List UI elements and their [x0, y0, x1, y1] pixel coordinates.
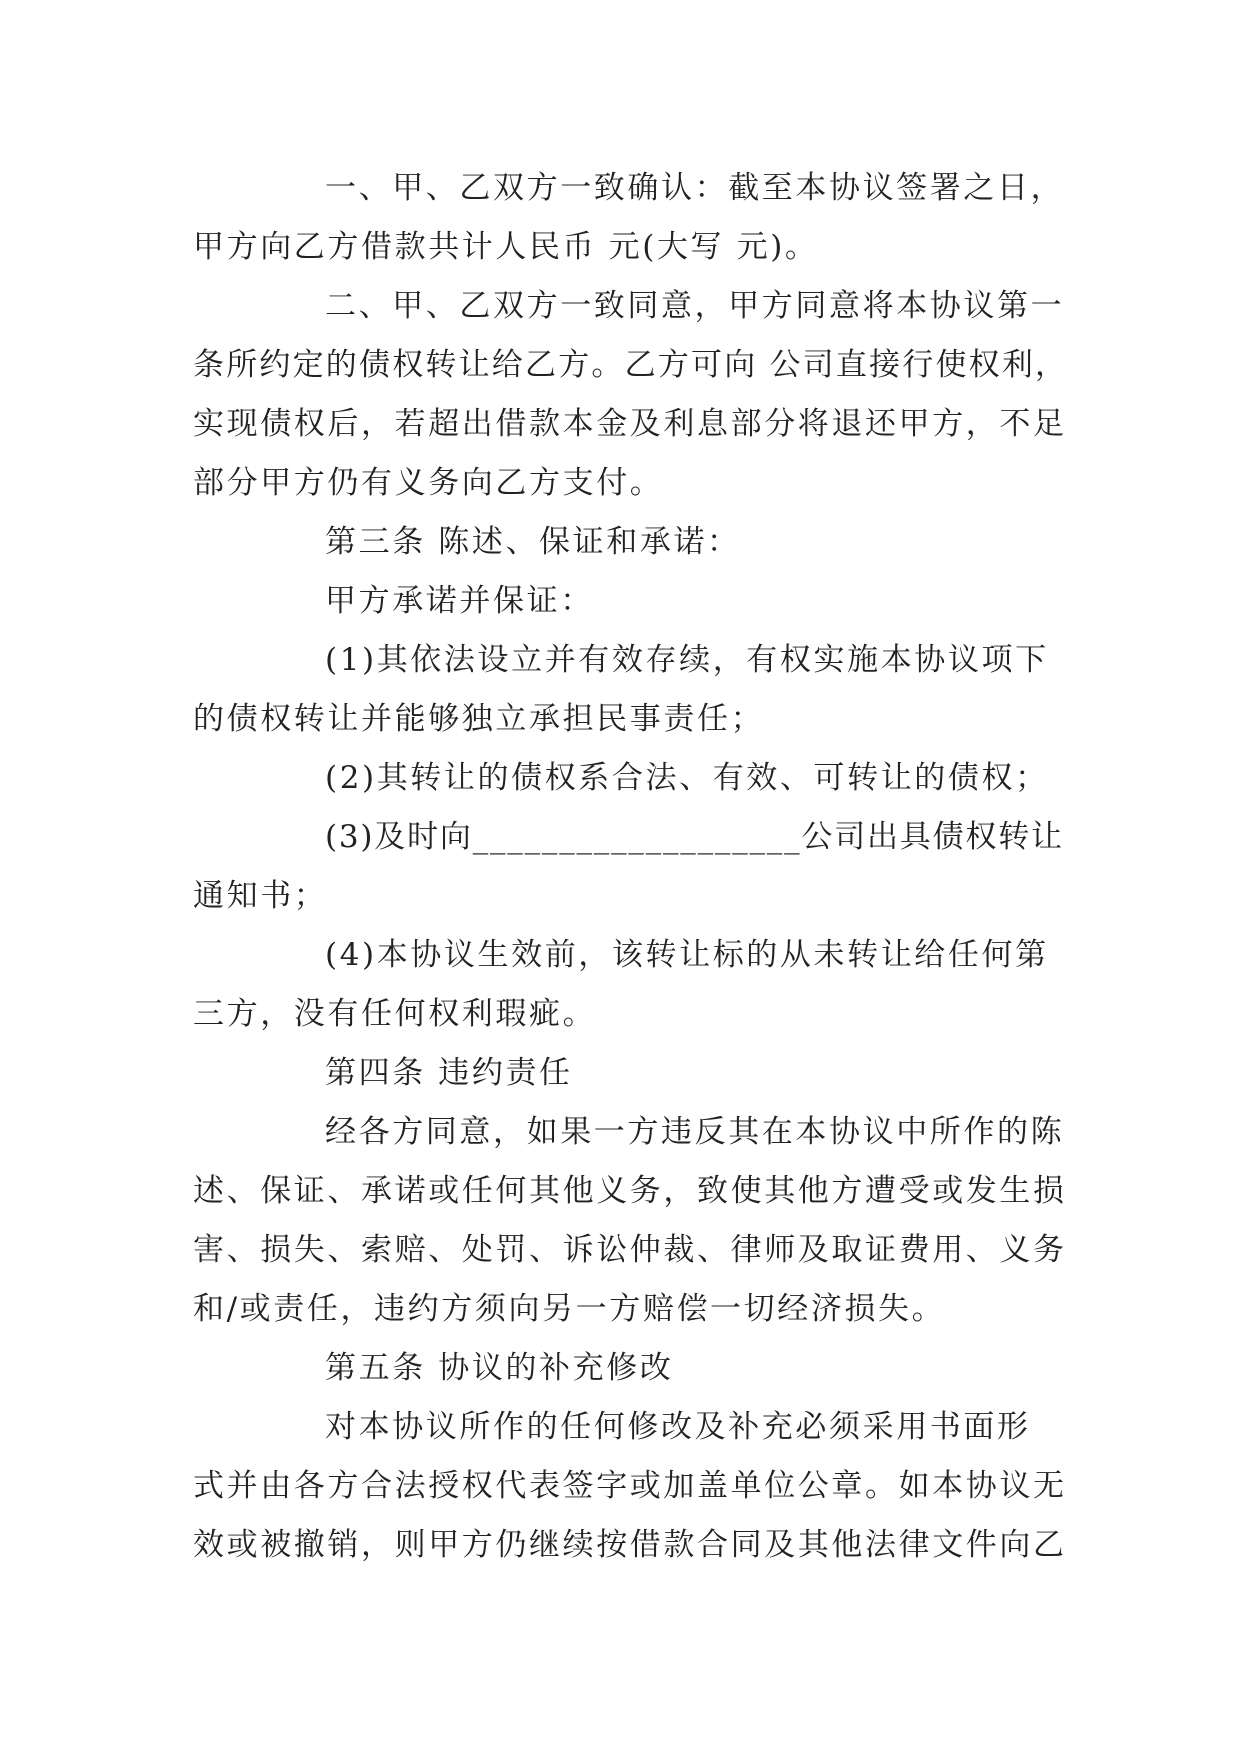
text-line: 部分甲方仍有义务向乙方支付。: [193, 465, 664, 501]
text-line: 经各方同意，如果一方违反其在本协议中所作的陈: [325, 1114, 1065, 1150]
text-line: 三方，没有任何权利瑕疵。: [193, 996, 597, 1032]
text-line: 述、保证、承诺或任何其他义务，致使其他方遭受或发生损: [193, 1173, 1067, 1209]
section-heading: 第三条 陈述、保证和承诺：: [325, 524, 741, 560]
list-item: (2)其转让的债权系合法、有效、可转让的债权；: [325, 760, 1049, 796]
section-heading: 第五条 协议的补充修改: [325, 1350, 674, 1386]
text-line: 式并由各方合法授权代表签字或加盖单位公章。如本协议无: [193, 1468, 1067, 1504]
list-item: (4)本协议生效前，该转让标的从未转让给任何第: [325, 937, 1049, 973]
text-line: 条所约定的债权转让给乙方。乙方可向 公司直接行使权利，: [193, 347, 1069, 383]
text-line: 害、损失、索赔、处罚、诉讼仲裁、律师及取证费用、义务: [193, 1232, 1067, 1268]
text-line: 的债权转让并能够独立承担民事责任；: [193, 701, 765, 737]
text-line: 二、甲、乙双方一致同意，甲方同意将本协议第一: [325, 288, 1065, 324]
text-line: 通知书；: [193, 878, 328, 914]
section-heading: 第四条 违约责任: [325, 1055, 573, 1091]
text-line: 一、甲、乙双方一致确认：截至本协议签署之日，: [325, 170, 1065, 206]
text-line: 效或被撤销，则甲方仍继续按借款合同及其他法律文件向乙: [193, 1527, 1067, 1563]
text-line: 和/或责任，违约方须向另一方赔偿一切经济损失。: [193, 1291, 946, 1327]
text-line: 甲方向乙方借款共计人民币 元(大写 元)。: [193, 229, 819, 265]
text-line: 实现债权后，若超出借款本金及利息部分将退还甲方，不足: [193, 406, 1067, 442]
text-line: 对本协议所作的任何修改及补充必须采用书面形: [325, 1409, 1031, 1445]
list-item: (1)其依法设立并有效存续，有权实施本协议项下: [325, 642, 1049, 678]
text-line: 甲方承诺并保证：: [325, 583, 594, 619]
list-item: (3)及时向___________________公司出具债权转让: [325, 819, 1064, 855]
